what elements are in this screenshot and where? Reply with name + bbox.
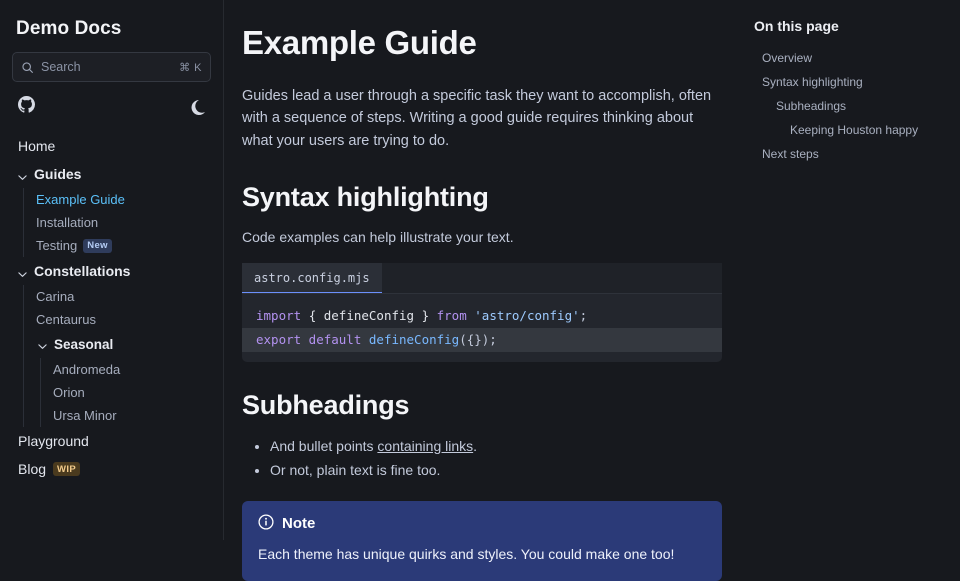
sidebar-item-label: Ursa Minor: [53, 408, 117, 423]
github-icon[interactable]: [18, 96, 35, 118]
note-title: Note: [282, 515, 316, 533]
note-body: Each theme has unique quirks and styles. You could make one too!: [258, 545, 675, 562]
sidebar-group-items-guides: [23, 188, 223, 257]
syntax-paragraph: Code examples can help illustrate your text.: [242, 229, 514, 246]
section-heading-syntax: Syntax highlighting: [242, 182, 489, 213]
sidebar-item-orion[interactable]: [41, 381, 223, 404]
list-item: [270, 459, 722, 483]
note-callout: [242, 501, 722, 581]
bullet-text-pre: And bullet points: [270, 438, 378, 455]
code-block: [242, 263, 722, 362]
sidebar-group-constellations[interactable]: [0, 257, 223, 285]
code-line: import { defineConfig } from 'astro/config';: [256, 308, 588, 324]
sidebar-group-guides[interactable]: [0, 160, 223, 188]
code-lines: [242, 294, 722, 362]
moon-icon[interactable]: [190, 100, 205, 115]
sidebar-item-label: Installation: [36, 215, 99, 230]
sidebar-item-andromeda[interactable]: [41, 358, 223, 381]
sidebar-group-label: Seasonal: [54, 337, 114, 352]
sidebar-item-home[interactable]: Home: [18, 138, 56, 154]
list-item: [270, 435, 722, 459]
chevron-down-icon: [38, 339, 47, 348]
sidebar-item-playground[interactable]: Playground: [18, 433, 89, 449]
sidebar-item-label: Testing: [36, 238, 78, 253]
sidebar-item-label: Carina: [36, 289, 75, 304]
status-badge: WIP: [53, 462, 80, 476]
table-of-contents: [746, 0, 960, 540]
bullet-text-pre: Or not, plain text is fine too.: [270, 461, 441, 478]
sidebar-item-label: Example Guide: [36, 192, 125, 207]
search-icon: [21, 61, 34, 74]
sidebar-group-seasonal[interactable]: [24, 331, 223, 358]
sidebar-item-label: Blog: [18, 461, 47, 477]
sidebar-group-label: Guides: [34, 166, 82, 182]
inline-link[interactable]: containing links: [377, 438, 474, 455]
search-shortcut: ⌘ K: [179, 61, 202, 74]
sidebar-item-label: Centaurus: [36, 312, 96, 327]
note-header: [258, 514, 706, 534]
search-placeholder: Search: [41, 60, 81, 74]
section-heading-subheadings: Subheadings: [242, 390, 410, 421]
page-title: Example Guide: [242, 24, 477, 61]
sidebar-item-centaurus[interactable]: [24, 308, 223, 331]
sidebar-group-items-constellations: [23, 285, 223, 427]
sidebar-item-testing[interactable]: [24, 234, 223, 257]
sidebar-icon-row: [0, 82, 223, 128]
chevron-down-icon: [18, 169, 27, 178]
search-row: [0, 52, 223, 82]
bullet-text-post: .: [473, 438, 478, 455]
sidebar: [0, 0, 224, 540]
code-tab-astro-config[interactable]: astro.config.mjs: [242, 263, 382, 293]
toc-item-keeping-houston-happy[interactable]: Keeping Houston happy: [790, 123, 919, 137]
sidebar-item-installation[interactable]: [24, 211, 223, 234]
info-icon: [258, 514, 274, 534]
chevron-down-icon: [18, 266, 27, 275]
sidebar-nav: [0, 128, 223, 483]
toc-title: On this page: [754, 18, 839, 34]
code-tab-bar: [242, 263, 722, 294]
intro-paragraph: Guides lead a user through a specific task they want to accomplish, often with a sequence of steps. Writing a good guide requires thinking about what your users are trying to do.: [242, 87, 712, 149]
sidebar-group-items-seasonal: [40, 358, 223, 427]
sidebar-item-label: Orion: [53, 385, 85, 400]
sidebar-group-label: Constellations: [34, 263, 131, 279]
brand-title: Demo Docs: [16, 18, 122, 39]
status-badge: New: [83, 239, 112, 253]
toc-item-syntax-highlighting[interactable]: Syntax highlighting: [762, 75, 863, 89]
sidebar-item-label: Andromeda: [53, 362, 121, 377]
sidebar-item-example-guide[interactable]: [24, 188, 223, 211]
toc-item-overview[interactable]: Overview: [762, 51, 813, 65]
code-line: export default defineConfig({});: [242, 328, 722, 352]
toc-item-subheadings[interactable]: Subheadings: [776, 99, 847, 113]
main-content: [224, 0, 746, 562]
bullet-list: [242, 435, 722, 483]
toc-item-next-steps[interactable]: Next steps: [762, 147, 819, 161]
sidebar-item-blog[interactable]: [0, 455, 223, 483]
sidebar-item-carina[interactable]: [24, 285, 223, 308]
search-input[interactable]: [12, 52, 211, 82]
sidebar-item-ursa-minor[interactable]: [41, 404, 223, 427]
